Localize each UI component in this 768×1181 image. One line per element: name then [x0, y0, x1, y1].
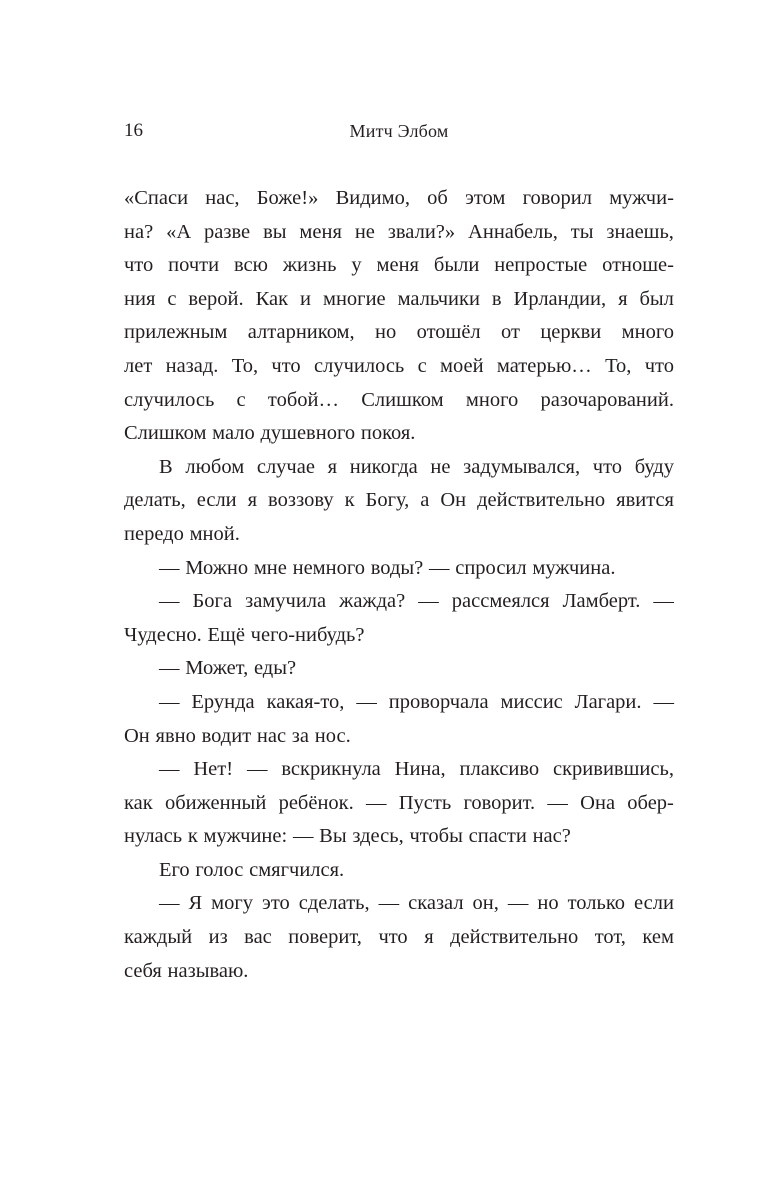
- word: за: [291, 724, 309, 747]
- word: но: [537, 892, 559, 915]
- text-line: [124, 384, 674, 418]
- word: немного: [292, 556, 366, 579]
- word: мало: [212, 422, 255, 445]
- word: сделать,: [298, 892, 370, 915]
- text-line: [124, 350, 674, 384]
- word: тот,: [594, 926, 626, 949]
- word: воды?: [370, 556, 424, 579]
- word: что: [124, 254, 154, 277]
- word: замучила: [245, 590, 327, 613]
- running-head: [124, 118, 674, 144]
- word: в: [491, 287, 502, 310]
- word: Можно: [185, 556, 249, 579]
- word: разочарований.: [540, 388, 674, 411]
- text-line: [124, 451, 674, 485]
- word: а: [420, 489, 430, 512]
- word: Видимо,: [335, 187, 410, 209]
- text-line: [124, 552, 674, 586]
- word: —: [159, 690, 180, 713]
- word: я: [618, 287, 628, 310]
- word: Она: [580, 791, 616, 814]
- word: спасти: [468, 825, 527, 848]
- text-line: [124, 619, 674, 653]
- word: отноше-: [602, 254, 674, 277]
- word: еды?: [253, 657, 297, 680]
- word: мужчине:: [203, 825, 288, 848]
- text-line: [124, 182, 674, 216]
- word: к: [344, 489, 355, 512]
- running-head-author: Митч Элбом: [349, 121, 449, 141]
- word: если: [196, 489, 237, 512]
- word: жизнь: [282, 254, 337, 277]
- word: вы: [263, 220, 287, 243]
- word: поверит,: [288, 926, 362, 949]
- word: к: [187, 825, 198, 848]
- word: —: [653, 690, 674, 713]
- word: скривившись,: [553, 758, 674, 781]
- word: любом: [185, 455, 245, 478]
- word: если: [634, 892, 674, 915]
- word: что: [378, 926, 408, 949]
- word: действительно: [450, 926, 579, 949]
- word: Вы: [319, 825, 347, 848]
- word: —: [246, 758, 268, 781]
- text-line: [124, 686, 674, 720]
- word: лет: [124, 354, 153, 377]
- word: знаешь,: [606, 220, 674, 243]
- word: у: [351, 254, 362, 277]
- word: нос.: [314, 724, 351, 747]
- word: смягчился.: [249, 858, 345, 881]
- text-line: [124, 753, 674, 787]
- text-line: [124, 787, 674, 821]
- word: Слишком: [361, 388, 444, 411]
- word: с: [417, 354, 427, 377]
- word: буду: [634, 455, 674, 478]
- word: почти: [168, 254, 220, 277]
- text-line: [124, 417, 674, 451]
- body-text: [124, 182, 674, 988]
- word: —: [159, 892, 180, 915]
- word: был: [639, 287, 674, 310]
- word: чего-нибудь?: [250, 623, 365, 646]
- word: Нет!: [193, 758, 234, 781]
- word: что: [271, 354, 301, 377]
- word: какая-то,: [266, 690, 345, 713]
- word: мужчи-: [609, 187, 674, 209]
- word: голос: [195, 858, 244, 881]
- word: ния: [124, 287, 156, 310]
- word: об: [427, 187, 448, 209]
- word: проворчала: [388, 690, 489, 713]
- word: алтарником,: [247, 321, 355, 344]
- text-line: [124, 249, 674, 283]
- text-line: [124, 955, 674, 989]
- word: жажда?: [339, 590, 406, 613]
- text-line: [124, 854, 674, 888]
- word: я: [424, 926, 434, 949]
- word: вас: [244, 926, 272, 949]
- word: случилось: [124, 388, 215, 411]
- word: себя: [124, 959, 162, 982]
- text-line: [124, 484, 674, 518]
- word: случилось: [313, 354, 405, 377]
- word: —: [159, 657, 180, 680]
- text-line: [124, 585, 674, 619]
- word: Ещё: [207, 623, 245, 646]
- word: отошёл: [416, 321, 481, 344]
- word: кем: [642, 926, 674, 949]
- word: могу: [211, 892, 254, 915]
- word: и: [300, 287, 312, 310]
- word: явно: [155, 724, 196, 747]
- word: прилежным: [124, 321, 228, 344]
- word: Я: [188, 892, 203, 915]
- word: случае: [256, 455, 315, 478]
- word: явится: [616, 489, 674, 512]
- word: здесь,: [352, 825, 404, 848]
- word: нас?: [532, 825, 571, 848]
- word: рассмеялся: [451, 590, 550, 613]
- word: матерью…: [496, 354, 592, 377]
- word: из: [208, 926, 228, 949]
- word: говорил: [522, 187, 592, 209]
- word: разве: [204, 220, 251, 243]
- word: —: [418, 590, 439, 613]
- word: звали?»: [387, 220, 456, 243]
- word: «Спаси: [124, 187, 189, 209]
- word: —: [429, 556, 450, 579]
- word: обер-: [627, 791, 674, 814]
- word: Аннабель,: [468, 220, 558, 243]
- word: сказал: [408, 892, 464, 915]
- word: То,: [605, 354, 632, 377]
- word: Он: [124, 724, 150, 747]
- word: чтобы: [409, 825, 463, 848]
- word: многие: [322, 287, 386, 310]
- word: действительно: [477, 489, 606, 512]
- word: Пусть: [398, 791, 452, 814]
- word: —: [366, 791, 387, 814]
- word: Как: [255, 287, 289, 310]
- word: ты: [570, 220, 594, 243]
- word: меня: [376, 254, 419, 277]
- word: ребёнок.: [278, 791, 354, 814]
- word: —: [507, 892, 529, 915]
- word: Его: [159, 858, 190, 881]
- word: не: [430, 455, 451, 478]
- page-number: 16: [124, 120, 143, 141]
- word: мне: [253, 556, 287, 579]
- word: Бога: [192, 590, 233, 613]
- text-line: [124, 216, 674, 250]
- word: но: [375, 321, 397, 344]
- word: мужчина.: [532, 556, 616, 579]
- word: каждый: [124, 926, 193, 949]
- text-line: [124, 316, 674, 350]
- text-line: [124, 652, 674, 686]
- word: делать,: [124, 489, 186, 512]
- word: водит: [201, 724, 252, 747]
- word: —: [653, 590, 674, 613]
- word: душевного: [260, 422, 356, 445]
- word: этом: [465, 187, 506, 209]
- word: Слишком: [124, 422, 207, 445]
- word: обиженный: [164, 791, 267, 814]
- word: Богу,: [365, 489, 410, 512]
- word: нас: [256, 724, 287, 747]
- word: —: [356, 690, 377, 713]
- word: только: [567, 892, 626, 915]
- text-line: [124, 887, 674, 921]
- word: Лагари.: [574, 690, 642, 713]
- word: назад.: [165, 354, 219, 377]
- word: —: [159, 556, 180, 579]
- word: тобой…: [267, 388, 339, 411]
- word: много: [465, 388, 519, 411]
- word: Ламберт.: [562, 590, 641, 613]
- word: называю.: [167, 959, 249, 982]
- word: были: [433, 254, 480, 277]
- word: моей: [440, 354, 484, 377]
- word: Чудесно.: [124, 623, 202, 646]
- word: воззову: [268, 489, 334, 512]
- word: задумывался,: [463, 455, 581, 478]
- text-line: [124, 720, 674, 754]
- word: меня: [299, 220, 342, 243]
- word: Он: [440, 489, 467, 512]
- word: Ерунда: [191, 690, 255, 713]
- word: что: [644, 354, 674, 377]
- word: нас,: [205, 187, 240, 209]
- word: —: [159, 758, 180, 781]
- word: «А: [166, 220, 192, 243]
- word: с: [167, 287, 177, 310]
- word: от: [501, 321, 520, 344]
- word: Боже!»: [256, 187, 319, 209]
- word: что: [592, 455, 623, 478]
- text-line: [124, 283, 674, 317]
- word: Может,: [185, 657, 249, 680]
- word: —: [378, 892, 400, 915]
- word: нулась: [124, 825, 183, 848]
- text-line: [124, 518, 674, 552]
- word: он,: [472, 892, 499, 915]
- word: не: [354, 220, 375, 243]
- word: мальчики: [397, 287, 480, 310]
- word: покоя.: [360, 422, 416, 445]
- word: —: [547, 791, 568, 814]
- word: это: [262, 892, 290, 915]
- word: передо: [124, 522, 184, 545]
- word: верой.: [188, 287, 244, 310]
- word: Ирландии,: [513, 287, 607, 310]
- text-line: [124, 820, 674, 854]
- word: вскрикнула: [281, 758, 381, 781]
- word: То,: [231, 354, 259, 377]
- word: непростые: [494, 254, 588, 277]
- word: я: [327, 455, 338, 478]
- word: много: [621, 321, 674, 344]
- word: с: [236, 388, 246, 411]
- word: Нина,: [394, 758, 446, 781]
- text-line: [124, 921, 674, 955]
- word: мной.: [189, 522, 240, 545]
- word: —: [159, 590, 180, 613]
- word: как: [124, 791, 153, 814]
- word: миссис: [500, 690, 563, 713]
- word: говорит.: [463, 791, 536, 814]
- word: плаксиво: [459, 758, 540, 781]
- word: я: [247, 489, 258, 512]
- word: всю: [234, 254, 268, 277]
- word: —: [292, 825, 314, 848]
- word: спросил: [455, 556, 527, 579]
- word: на?: [124, 220, 154, 243]
- word: В: [159, 455, 173, 478]
- word: церкви: [540, 321, 602, 344]
- word: никогда: [349, 455, 418, 478]
